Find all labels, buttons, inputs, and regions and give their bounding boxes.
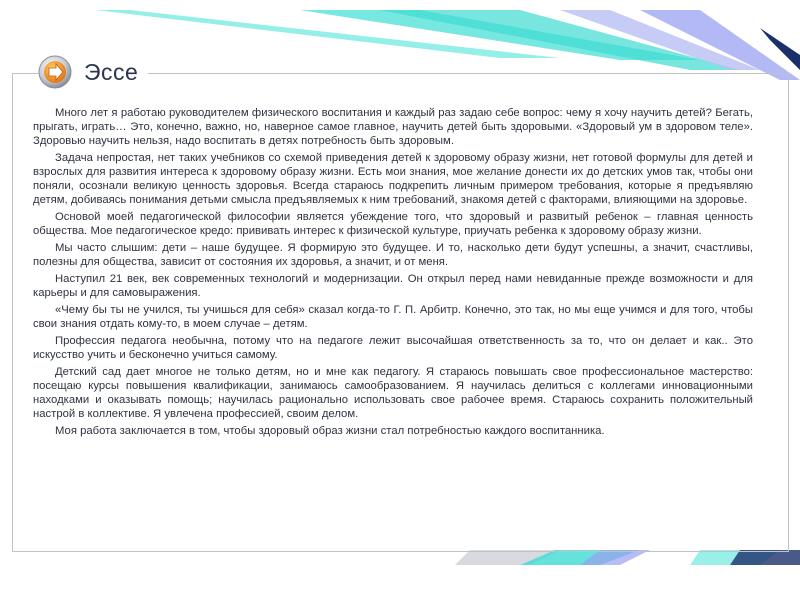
paragraph: Моя работа заключается в том, чтобы здоровый образ жизни стал потребностью каждого воспитанника. — [55, 425, 605, 437]
paragraph: Детский сад дает многое не только детям, но и мне как педагогу. Я стараюсь повышать свое профессиональное мастерство: посещаю курсы повышения квалификации, занимаюсь самообразованием. Я научилась делиться с коллегами инновационными находками и оказывать помощь; научилась рационально использовать свое рабочее время. Стараюсь сохранить положительный настрой в коллективе. Я увлечена профессией, своим делом. — [33, 366, 753, 420]
paragraph: Много лет я работаю руководителем физического воспитания и каждый раз задаю себе вопрос: чему я хочу научить детей? Бегать, прыгать, играть… Это, конечно, важно, но, наверное самое главное, научить детей быть здоровыми. «Здоровый ум в здоровом теле». Здоровью научить нельзя, надо воспитать в детях потребность быть здоровым. — [33, 107, 753, 147]
frame-top-line-right — [148, 73, 788, 74]
paragraph: Основой моей педагогической философии является убеждение того, что здоровый и развитый ребенок – главная ценность общества. Мое педагогическое кредо: прививать интерес к физической культуре, приучать ребенка к здоровому образу жизни. — [33, 211, 753, 237]
essay-text — [33, 106, 753, 441]
title-block — [38, 55, 138, 89]
page-title: Эссе — [84, 58, 139, 85]
frame-top-line-left — [12, 73, 40, 74]
paragraph: Наступил 21 век, век современных технологий и модернизации. Он открыл перед нами невиданные прежде возможности и для карьеры и для самовыражения. — [33, 273, 753, 299]
paragraph: Профессия педагога необычна, потому что на педагоге лежит высочайшая ответственность за то, что он делает и как.. Это искусство учить и бесконечно учиться самому. — [33, 335, 753, 361]
paragraph: Мы часто слышим: дети – наше будущее. Я формирую это будущее. И то, насколько дети будут успешны, а значит, счастливы, полезны для общества, зависит от состояния их здоровья, а значит, и от меня. — [33, 242, 753, 268]
paragraph: «Чему бы ты не учился, ты учишься для себя» сказал когда-то Г. П. Арбитр. Конечно, это так, но мы еще учимся и для того, чтобы свои знания отдать кому-то, в моем случае – детям. — [33, 304, 753, 330]
arrow-right-circle-icon — [38, 55, 72, 89]
paragraph: Задача непростая, нет таких учебников со схемой приведения детей к здоровому образу жизни, нет готовой формулы для детей и взрослых для развития интереса к здоровому образу жизни. Есть мои знания, мое желание донести их до детских умов так, чтобы они поняли, осознали великую ценность здоровья. Всегда стараюсь подкрепить личным примером требования, которые я предъявляю детям, добиваясь понимания детьми смысла предъявляемых к ним требований, знакомя детей с факторами, влияющими на здоровье. — [33, 152, 753, 206]
